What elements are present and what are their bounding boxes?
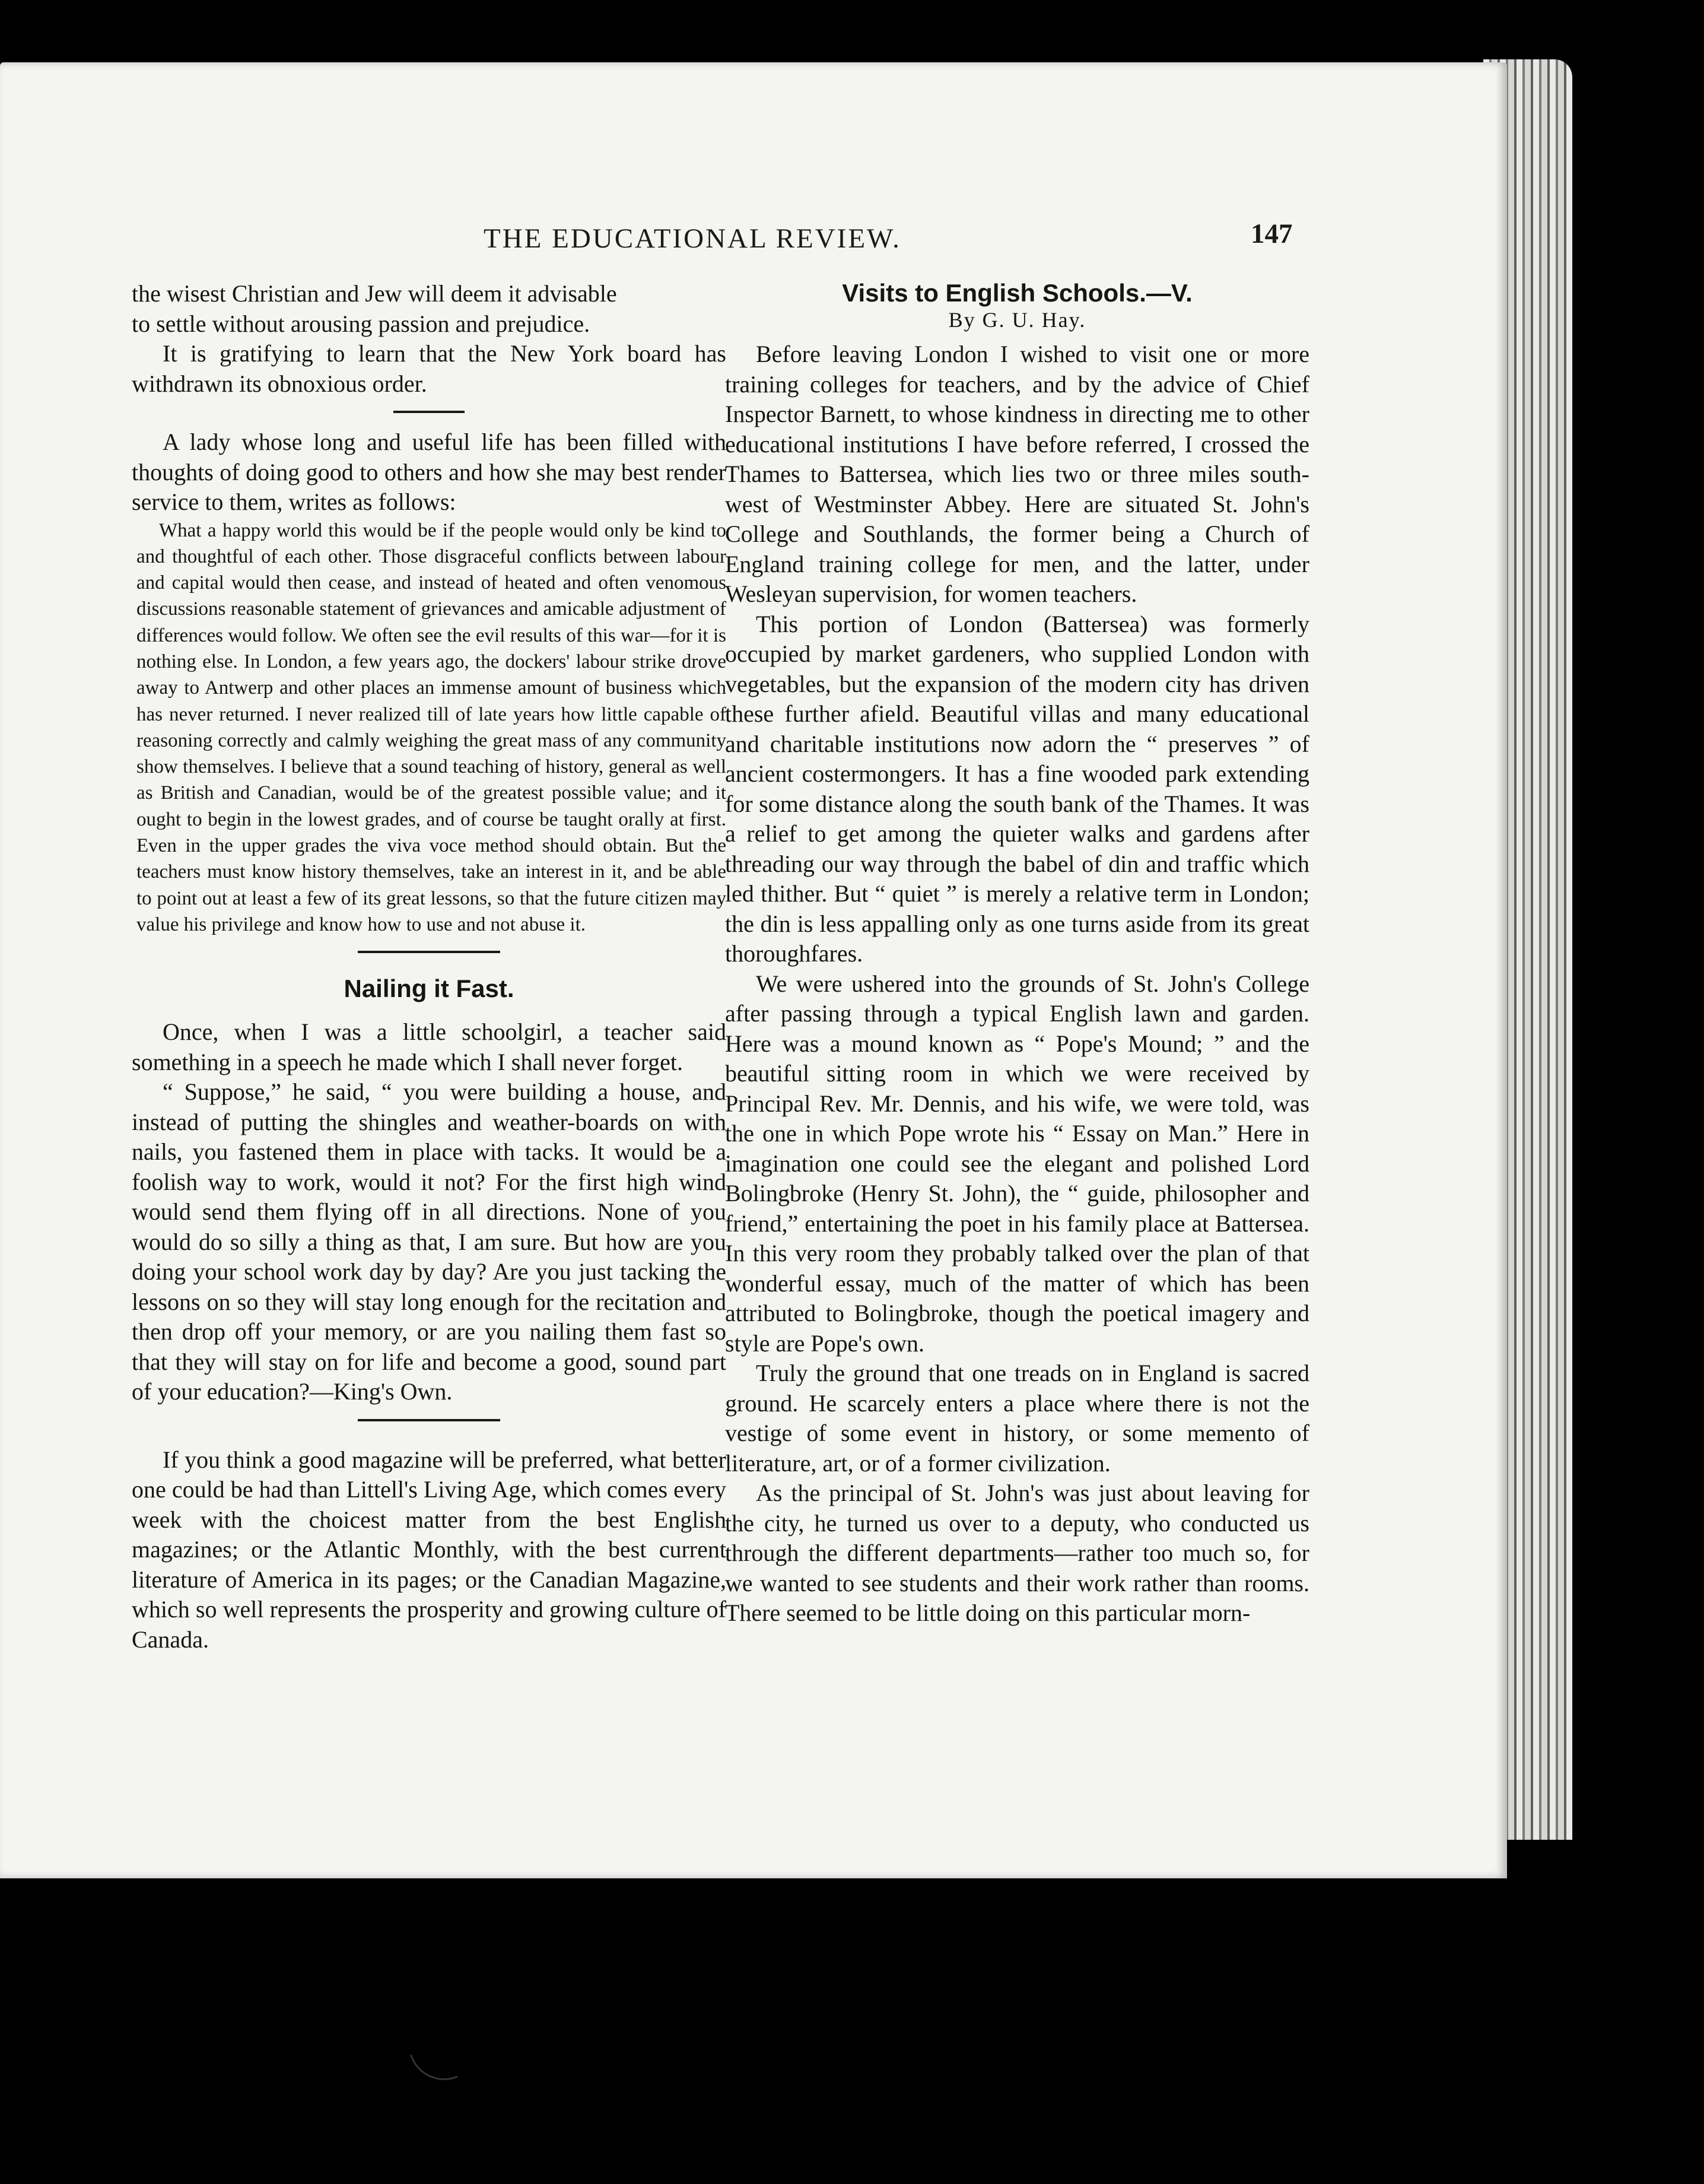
article-title: Visits to English Schools.—V. (842, 279, 1193, 307)
intro-line-2: to settle without arousing passion and prejudice. (132, 310, 590, 337)
article-paragraph-1: Before leaving London I wished to visit one or more training colleges for teachers, and by the advice of Chief Inspector Barnett, to whose kindness in directing me to other educational institutions I have before referred, I crossed the Thames to Battersea, which lies two or three miles south-west of Westminster Abbey. Here are situated St. John's College and Southlands, the former being a Church of England training college for men, and the latter, under Wesleyan supervision, for women teachers. (725, 341, 1309, 607)
article-paragraph-5: As the principal of St. John's was just about leaving for the city, he turned us over to a deputy, who conducted us through the different departments—rather too much so, for we wanted to see students and their work rather than rooms. There seemed to be little doing on this particular morn- (725, 1480, 1309, 1626)
page-number: 147 (1251, 218, 1293, 249)
running-title: THE EDUCATIONAL REVIEW. (484, 223, 901, 254)
intro-line-1: the wisest Christian and Jew will deem it advisable (132, 280, 617, 307)
nailing-title: Nailing it Fast. (344, 974, 514, 1003)
section-divider (358, 1419, 500, 1421)
nailing-paragraph-2: “ Suppose,” he said, “ you were building a house, and instead of putting the shingles and weather-boards on with nails, you fastened them in place with tacks. It would be a foolish way to work, would it not? For the first high wind would send them flying off in all directions. None of you would do so silly a thing as that, I am sure. But how are you doing your school work day by day? Are you just tacking the lessons on so they will stay long enough for the recitation and then drop off your memory, or are you nailing them fast so that they will stay on for life and become a good, sound part of your education?—King's Own. (132, 1078, 726, 1405)
running-header (0, 218, 1507, 264)
page-blemish (410, 2042, 458, 2090)
article-paragraph-4: Truly the ground that one treads on in England is sacred ground. He scarcely enters a place where there is not the vestige of some event in history, or some memento of literature, art, or of a former civilization. (725, 1360, 1309, 1477)
section-divider (393, 411, 465, 413)
right-column (725, 279, 1309, 1629)
article-paragraph-2: This portion of London (Battersea) was formerly occupied by market gardeners, who supplied London with vegetables, but the expansion of the modern city has driven these further afield. Beautiful villas and many educational and charitable institutions now adorn the “ preserves ” of ancient costermongers. It has a fine wooded park extending for some distance along the south bank of the Thames. It was a relief to get among the quieter walks and gardens after threading our way through the babel of din and traffic which led thither. But “ quiet ” is merely a relative term in London; the din is less appalling only as one turns aside from its great thoroughfares. (725, 610, 1309, 967)
nailing-paragraph-1: Once, when I was a little schoolgirl, a teacher said something in a speech he made which I shall never forget. (132, 1018, 726, 1075)
section-divider (358, 951, 500, 953)
article-paragraph-3: We were ushered into the grounds of St. John's College after passing through a typical English lawn and garden. Here was a mound known as “ Pope's Mound; ” and the beautiful sitting room in which we were received by Principal Rev. Mr. Dennis, and his wife, we were told, was the one in which Pope wrote his “ Essay on Man.” Here in imagination one could see the elegant and polished Lord Bolingbroke (Henry St. John), the “ guide, philosopher and friend,” entertaining the poet in his family place at Battersea. In this very room they probably talked over the plan of that wonderful essay, much of the matter of which has been attributed to Bolingbroke, though the poetical imagery and style are Pope's own. (725, 970, 1309, 1357)
lady-intro-paragraph: A lady whose long and useful life has been filled with thoughts of doing good to others and how she may best render service to them, writes as follows: (132, 428, 726, 515)
article-byline: By G. U. Hay. (948, 308, 1086, 332)
gratifying-paragraph: It is gratifying to learn that the New York board has withdrawn its obnoxious order. (132, 340, 726, 397)
left-column (132, 279, 726, 1655)
lady-quote-paragraph: What a happy world this would be if the people would only be kind to and thoughtful of each other. Those disgraceful conflicts between labour and capital would then cease, and instead of heated and often venomous discussions reasonable statement of grievances and amicable adjustment of differences would follow. We often see the evil results of this war—for it is nothing else. In London, a few years ago, the dockers' labour strike drove away to Antwerp and other places an immense amount of business which has never returned. I never realized till of late years how little capable of reasoning correctly and calmly weighing the great mass of any community show themselves. I believe that a sound teaching of history, general as well as British and Canadian, would be of the greatest possible value; and it ought to begin in the lowest grades, and of course be taught orally at first. Even in the upper grades the viva voce method should obtain. But the teachers must know history themselves, take an interest in it, and be able to point out at least a few of its great lessons, so that the future citizen may value his privilege and know how to use and not abuse it. (136, 519, 726, 935)
magazine-paragraph: If you think a good magazine will be preferred, what better one could be had than Littell's Living Age, which comes every week with the choicest matter from the best English magazines; or the Atlantic Monthly, with the best current literature of America in its pages; or the Canadian Magazine, which so well represents the prosperity and growing culture of Canada. (132, 1446, 726, 1653)
